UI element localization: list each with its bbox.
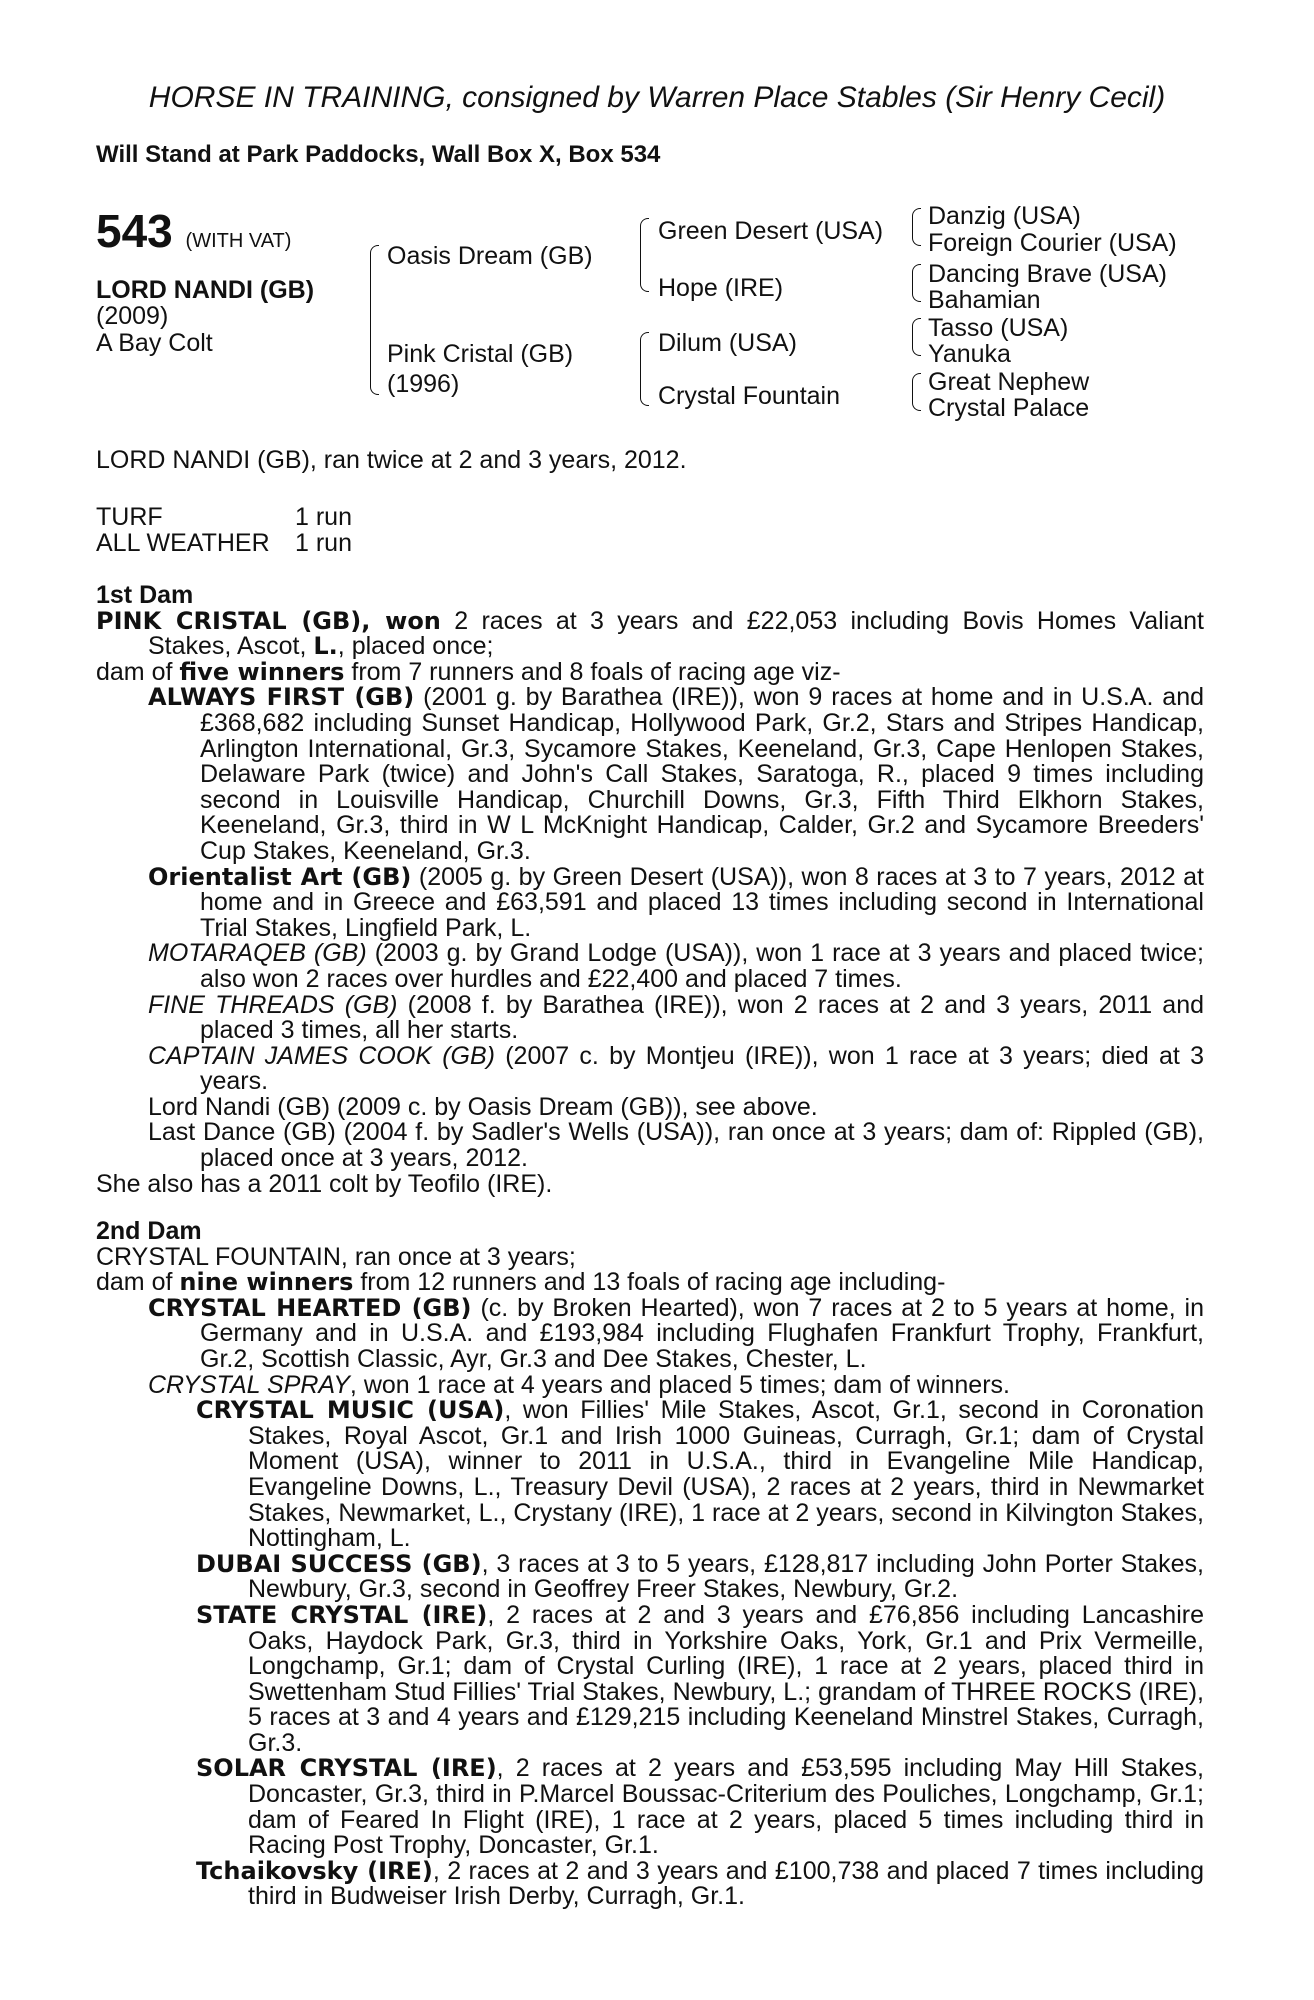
pedigree-gen3-6: Yanuka bbox=[928, 340, 1011, 368]
first-dam-footer: She also has a 2011 colt by Teofilo (IRE). bbox=[96, 1169, 553, 1198]
foal-year: (2009) bbox=[96, 302, 169, 330]
second-dam-intro: CRYSTAL FOUNTAIN, ran once at 3 years; bbox=[96, 1242, 576, 1271]
second-dam-winners: nine winners bbox=[179, 1268, 354, 1297]
stand-location: Will Stand at Park Paddocks, Wall Box X, Box 534 bbox=[96, 141, 661, 168]
offspring-entry: Last Dance (GB) (2004 f. by Sadler's Wells (USA)), ran once at 3 years; dam of: Rippled (GB), placed once at 3 years, 2012. bbox=[148, 1118, 1204, 1173]
pedigree-brace-g3-3 bbox=[912, 318, 921, 356]
first-dam-section bbox=[96, 583, 1204, 1197]
dam-sire: Dilum (USA) bbox=[658, 329, 797, 357]
grand-offspring-entry: DUBAI SUCCESS (GB), 3 races at 3 to 5 years, £128,817 including John Porter Stakes, Newbury, Gr.3, second in Geoffrey Freer Stakes, Newbury, Gr.2. bbox=[196, 1549, 1204, 1604]
sire-dam: Hope (IRE) bbox=[658, 274, 784, 302]
racing-summary: LORD NANDI (GB), ran twice at 2 and 3 years, 2012. bbox=[96, 446, 687, 474]
offspring-entry: ALWAYS FIRST (GB) (2001 g. by Barathea (IRE)), won 9 races at home and in U.S.A. and £368,682 including Sunset Handicap, Hollywood Park, Gr.2, Stars and Stripes Handicap, Arlington International, Gr.3, Sycamore Stakes, Keeneland, Gr.3, Cape Henlopen Stakes, Delaware Park (twice) and John's Call Stakes, Saratoga, R., placed 9 times including second in Louisville Handicap, Churchill Downs, Gr.3, Fifth Third Elkhorn Stakes, Keeneland, Gr.3, third in W L McKnight Handicap, Calder, Gr.2 and Sycamore Breeders' Cup Stakes, Keeneland, Gr.3. bbox=[148, 683, 1204, 865]
pedigree-brace-main bbox=[370, 245, 379, 395]
horse-description: A Bay Colt bbox=[96, 329, 213, 357]
second-dam-produce: dam of nine winners from 12 runners and 13 foals of racing age including- bbox=[96, 1268, 946, 1297]
dam-year: (1996) bbox=[387, 370, 460, 398]
pedigree-gen3-5: Tasso (USA) bbox=[928, 314, 1069, 342]
pedigree-gen3-1: Danzig (USA) bbox=[928, 202, 1081, 230]
offspring-entry: FINE THREADS (GB) (2008 f. by Barathea (IRE)), won 2 races at 2 and 3 years, 2011 and placed 3 times, all her starts. bbox=[148, 990, 1204, 1045]
first-dam-winners: five winners bbox=[179, 657, 345, 686]
offspring-entry: MOTARAQEB (GB) (2003 g. by Grand Lodge (USA)), won 1 race at 3 years and placed twice; also won 2 races over hurdles and £22,400 and placed 7 times. bbox=[148, 939, 1204, 993]
runs-aw-count: 1 run bbox=[295, 529, 352, 557]
second-dam-section bbox=[96, 1219, 1204, 1910]
page-title: HORSE IN TRAINING, consigned by Warren Place Stables (Sir Henry Cecil) bbox=[148, 81, 1166, 114]
pedigree-gen3-7: Great Nephew bbox=[928, 368, 1090, 396]
horse-name: LORD NANDI (GB) bbox=[96, 276, 315, 304]
first-dam-heading: 1st Dam bbox=[96, 581, 194, 609]
first-dam-record: PINK CRISTAL (GB), won 2 races at 3 years and £22,053 including Bovis Homes Valiant Stakes, Ascot, L., placed once; bbox=[96, 606, 1204, 661]
sire-sire: Green Desert (USA) bbox=[658, 217, 884, 245]
pedigree-gen3-8: Crystal Palace bbox=[928, 394, 1090, 422]
pedigree-brace-g3-4 bbox=[912, 373, 921, 411]
offspring-entry: Lord Nandi (GB) (2009 c. by Oasis Dream (GB)), see above. bbox=[148, 1092, 818, 1121]
grand-offspring-entry: CRYSTAL MUSIC (USA), won Fillies' Mile Stakes, Ascot, Gr.1, second in Coronation Stakes, Royal Ascot, Gr.1 and Irish 1000 Guineas, Curragh, Gr.1; dam of Crystal Moment (USA), winner to 2011 in U.S.A., third in Evangeline Mile Handicap, Evangeline Downs, L., Treasury Devil (USA), 2 races at 2 years, third in Newmarket Stakes, Newmarket, L., Crystany (IRE), 1 race at 2 years, second in Kilvington Stakes, Nottingham, L. bbox=[196, 1396, 1204, 1553]
runs-aw-label: ALL WEATHER bbox=[96, 529, 270, 557]
lot-number: 543 bbox=[96, 205, 173, 257]
grand-offspring-entry: SOLAR CRYSTAL (IRE), 2 races at 2 years and £53,595 including May Hill Stakes, Doncaster, Gr.3, third in P.Marcel Boussac-Criterium des Pouliches, Longchamp, Gr.1; dam of Feared In Flight (IRE), 1 race at 2 years, placed 5 times including third in Racing Post Trophy, Doncaster, Gr.1. bbox=[196, 1754, 1204, 1860]
offspring-entry: CRYSTAL SPRAY, won 1 race at 4 years and placed 5 times; dam of winners. bbox=[148, 1370, 1010, 1399]
offspring-entry: CAPTAIN JAMES COOK (GB) (2007 c. by Montjeu (IRE)), won 1 race at 3 years; died at 3 years. bbox=[148, 1041, 1205, 1096]
pedigree-gen3-2: Foreign Courier (USA) bbox=[928, 229, 1177, 257]
offspring-entry: CRYSTAL HEARTED (GB) (c. by Broken Hearted), won 7 races at 2 to 5 years at home, in Germany and in U.S.A. and £193,984 including Flughafen Frankfurt Trophy, Frankfurt, Gr.2, Scottish Classic, Ayr, Gr.3 and Dee Stakes, Chester, L. bbox=[148, 1293, 1204, 1373]
sire-name: Oasis Dream (GB) bbox=[387, 242, 593, 270]
pedigree-brace-g3-1 bbox=[912, 208, 921, 246]
pedigree-brace-g3-2 bbox=[912, 264, 921, 302]
first-dam-name: PINK CRISTAL (GB) bbox=[96, 606, 362, 635]
runs-turf-count: 1 run bbox=[295, 503, 352, 531]
second-dam-heading: 2nd Dam bbox=[96, 1217, 202, 1245]
lot-number-line bbox=[96, 206, 291, 266]
pedigree-gen3-4: Bahamian bbox=[928, 286, 1041, 314]
dam-dam: Crystal Fountain bbox=[658, 382, 841, 410]
pedigree-gen3-3: Dancing Brave (USA) bbox=[928, 260, 1167, 288]
vat-note: (WITH VAT) bbox=[185, 230, 292, 252]
grand-offspring-entry: STATE CRYSTAL (IRE), 2 races at 2 and 3 years and £76,856 including Lancashire Oaks, Haydock Park, Gr.3, third in Yorkshire Oaks, York, Gr.1 and Prix Vermeille, Longchamp, Gr.1; dam of Crystal Curling (IRE), 1 race at 2 years, placed third in Swettenham Stud Fillies' Trial Stakes, Newbury, L.; grandam of THREE ROCKS (IRE), 5 races at 3 and 4 years and £129,215 including Keeneland Minstrel Stakes, Curragh, Gr.3. bbox=[196, 1600, 1204, 1757]
offspring-entry: Orientalist Art (GB) (2005 g. by Green Desert (USA)), won 8 races at 3 to 7 years, 2012 at home and in Greece and £63,591 and placed 13 times including second in International Trial Stakes, Lingfield Park, L. bbox=[148, 862, 1205, 942]
grand-offspring-entry: Tchaikovsky (IRE), 2 races at 2 and 3 years and £100,738 and placed 7 times including third in Budweiser Irish Derby, Curragh, Gr.1. bbox=[196, 1856, 1205, 1911]
pedigree-brace-sire bbox=[640, 218, 649, 292]
pedigree-brace-dam bbox=[640, 332, 649, 406]
dam-name: Pink Cristal (GB) bbox=[387, 340, 574, 368]
runs-turf-label: TURF bbox=[96, 503, 163, 531]
first-dam-won: won bbox=[385, 606, 441, 635]
first-dam-produce: dam of five winners from 7 runners and 8 foals of racing age viz- bbox=[96, 657, 841, 686]
